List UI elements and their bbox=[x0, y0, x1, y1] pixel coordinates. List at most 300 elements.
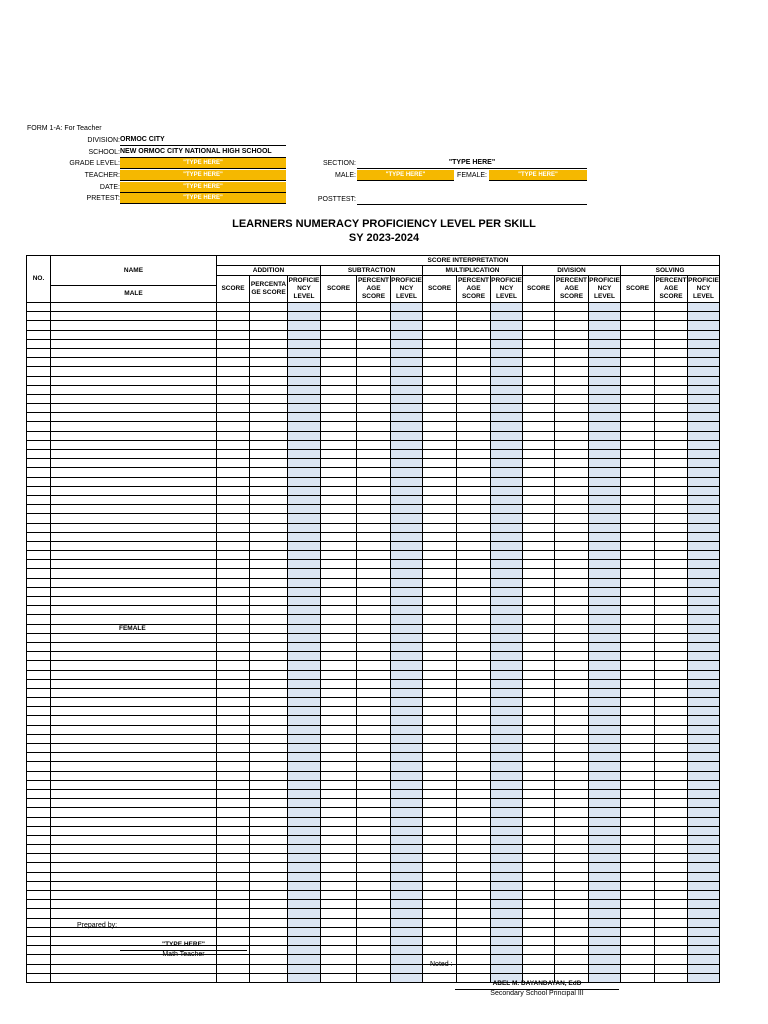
score-cell[interactable] bbox=[621, 808, 655, 817]
row-number-cell[interactable] bbox=[27, 312, 51, 321]
score-cell[interactable] bbox=[321, 578, 357, 587]
score-cell[interactable] bbox=[423, 734, 457, 743]
proficiency-cell[interactable] bbox=[688, 946, 720, 955]
score-cell[interactable] bbox=[357, 891, 391, 900]
proficiency-cell[interactable] bbox=[391, 358, 423, 367]
proficiency-cell[interactable] bbox=[491, 367, 523, 376]
learner-name-cell[interactable] bbox=[51, 358, 217, 367]
score-cell[interactable] bbox=[217, 367, 250, 376]
proficiency-cell[interactable] bbox=[688, 486, 720, 495]
row-number-cell[interactable] bbox=[27, 854, 51, 863]
score-cell[interactable] bbox=[621, 964, 655, 973]
score-cell[interactable] bbox=[321, 734, 357, 743]
row-number-cell[interactable] bbox=[27, 385, 51, 394]
score-cell[interactable] bbox=[621, 900, 655, 909]
score-cell[interactable] bbox=[457, 606, 491, 615]
row-number-cell[interactable] bbox=[27, 973, 51, 982]
score-cell[interactable] bbox=[321, 367, 357, 376]
score-cell[interactable] bbox=[555, 339, 589, 348]
score-cell[interactable] bbox=[321, 422, 357, 431]
proficiency-cell[interactable] bbox=[288, 440, 321, 449]
score-cell[interactable] bbox=[523, 597, 555, 606]
proficiency-cell[interactable] bbox=[491, 881, 523, 890]
row-number-cell[interactable] bbox=[27, 734, 51, 743]
score-cell[interactable] bbox=[250, 376, 288, 385]
score-cell[interactable] bbox=[621, 854, 655, 863]
score-cell[interactable] bbox=[217, 633, 250, 642]
score-cell[interactable] bbox=[621, 321, 655, 330]
proficiency-cell[interactable] bbox=[688, 459, 720, 468]
score-cell[interactable] bbox=[655, 909, 688, 918]
proficiency-cell[interactable] bbox=[688, 376, 720, 385]
score-cell[interactable] bbox=[555, 523, 589, 532]
row-number-cell[interactable] bbox=[27, 780, 51, 789]
proficiency-cell[interactable] bbox=[288, 863, 321, 872]
score-cell[interactable] bbox=[357, 394, 391, 403]
score-cell[interactable] bbox=[655, 835, 688, 844]
row-number-cell[interactable] bbox=[27, 652, 51, 661]
score-cell[interactable] bbox=[621, 744, 655, 753]
proficiency-cell[interactable] bbox=[288, 514, 321, 523]
score-cell[interactable] bbox=[357, 578, 391, 587]
score-cell[interactable] bbox=[523, 523, 555, 532]
score-cell[interactable] bbox=[555, 881, 589, 890]
score-cell[interactable] bbox=[423, 514, 457, 523]
score-cell[interactable] bbox=[555, 652, 589, 661]
score-cell[interactable] bbox=[357, 339, 391, 348]
score-cell[interactable] bbox=[423, 468, 457, 477]
proficiency-cell[interactable] bbox=[288, 716, 321, 725]
proficiency-cell[interactable] bbox=[288, 642, 321, 651]
score-cell[interactable] bbox=[321, 385, 357, 394]
score-cell[interactable] bbox=[250, 578, 288, 587]
score-cell[interactable] bbox=[423, 688, 457, 697]
score-cell[interactable] bbox=[621, 541, 655, 550]
score-cell[interactable] bbox=[523, 394, 555, 403]
learner-name-cell[interactable] bbox=[51, 688, 217, 697]
score-cell[interactable] bbox=[250, 771, 288, 780]
score-cell[interactable] bbox=[523, 606, 555, 615]
proficiency-cell[interactable] bbox=[491, 413, 523, 422]
row-number-cell[interactable] bbox=[27, 845, 51, 854]
score-cell[interactable] bbox=[321, 431, 357, 440]
score-cell[interactable] bbox=[621, 413, 655, 422]
score-cell[interactable] bbox=[457, 946, 491, 955]
proficiency-cell[interactable] bbox=[688, 661, 720, 670]
proficiency-cell[interactable] bbox=[589, 835, 621, 844]
score-cell[interactable] bbox=[250, 780, 288, 789]
proficiency-cell[interactable] bbox=[391, 973, 423, 982]
score-cell[interactable] bbox=[321, 606, 357, 615]
row-number-cell[interactable] bbox=[27, 440, 51, 449]
score-cell[interactable] bbox=[423, 835, 457, 844]
score-cell[interactable] bbox=[655, 624, 688, 633]
score-cell[interactable] bbox=[250, 477, 288, 486]
proficiency-cell[interactable] bbox=[491, 514, 523, 523]
learner-name-cell[interactable] bbox=[51, 771, 217, 780]
score-cell[interactable] bbox=[523, 477, 555, 486]
score-cell[interactable] bbox=[217, 661, 250, 670]
learner-name-cell[interactable] bbox=[51, 312, 217, 321]
proficiency-cell[interactable] bbox=[491, 707, 523, 716]
score-cell[interactable] bbox=[523, 348, 555, 357]
proficiency-cell[interactable] bbox=[491, 569, 523, 578]
score-cell[interactable] bbox=[321, 450, 357, 459]
learner-name-cell[interactable] bbox=[51, 716, 217, 725]
score-cell[interactable] bbox=[357, 541, 391, 550]
learner-name-cell[interactable] bbox=[51, 477, 217, 486]
score-cell[interactable] bbox=[217, 413, 250, 422]
proficiency-cell[interactable] bbox=[589, 486, 621, 495]
score-cell[interactable] bbox=[655, 799, 688, 808]
proficiency-cell[interactable] bbox=[688, 642, 720, 651]
proficiency-cell[interactable] bbox=[688, 688, 720, 697]
score-cell[interactable] bbox=[655, 780, 688, 789]
score-cell[interactable] bbox=[357, 358, 391, 367]
score-cell[interactable] bbox=[555, 808, 589, 817]
score-cell[interactable] bbox=[555, 541, 589, 550]
score-cell[interactable] bbox=[217, 817, 250, 826]
score-cell[interactable] bbox=[655, 376, 688, 385]
proficiency-cell[interactable] bbox=[288, 799, 321, 808]
score-cell[interactable] bbox=[555, 468, 589, 477]
proficiency-cell[interactable] bbox=[589, 688, 621, 697]
proficiency-cell[interactable] bbox=[589, 367, 621, 376]
score-cell[interactable] bbox=[357, 780, 391, 789]
score-cell[interactable] bbox=[457, 927, 491, 936]
score-cell[interactable] bbox=[523, 468, 555, 477]
score-cell[interactable] bbox=[621, 376, 655, 385]
learner-name-cell[interactable] bbox=[51, 541, 217, 550]
proficiency-cell[interactable] bbox=[589, 551, 621, 560]
row-number-cell[interactable] bbox=[27, 394, 51, 403]
score-cell[interactable] bbox=[250, 615, 288, 624]
proficiency-cell[interactable] bbox=[688, 468, 720, 477]
proficiency-cell[interactable] bbox=[688, 541, 720, 550]
proficiency-cell[interactable] bbox=[391, 891, 423, 900]
score-cell[interactable] bbox=[321, 459, 357, 468]
date-field[interactable]: "TYPE HERE" bbox=[120, 182, 286, 193]
score-cell[interactable] bbox=[423, 845, 457, 854]
proficiency-cell[interactable] bbox=[688, 652, 720, 661]
proficiency-cell[interactable] bbox=[589, 468, 621, 477]
proficiency-cell[interactable] bbox=[688, 918, 720, 927]
score-cell[interactable] bbox=[555, 569, 589, 578]
proficiency-cell[interactable] bbox=[688, 808, 720, 817]
proficiency-cell[interactable] bbox=[688, 615, 720, 624]
row-number-cell[interactable] bbox=[27, 918, 51, 927]
score-cell[interactable] bbox=[217, 854, 250, 863]
proficiency-cell[interactable] bbox=[391, 569, 423, 578]
score-cell[interactable] bbox=[217, 505, 250, 514]
score-cell[interactable] bbox=[321, 624, 357, 633]
score-cell[interactable] bbox=[357, 587, 391, 596]
score-cell[interactable] bbox=[621, 881, 655, 890]
score-cell[interactable] bbox=[423, 597, 457, 606]
proficiency-cell[interactable] bbox=[288, 927, 321, 936]
score-cell[interactable] bbox=[555, 358, 589, 367]
score-cell[interactable] bbox=[621, 560, 655, 569]
teacher-signature-name[interactable]: "TYPE HERE" bbox=[161, 941, 205, 948]
score-cell[interactable] bbox=[250, 789, 288, 798]
score-cell[interactable] bbox=[523, 909, 555, 918]
learner-name-cell[interactable] bbox=[51, 459, 217, 468]
score-cell[interactable] bbox=[555, 578, 589, 587]
score-cell[interactable] bbox=[423, 358, 457, 367]
score-cell[interactable] bbox=[655, 642, 688, 651]
score-cell[interactable] bbox=[321, 679, 357, 688]
row-number-cell[interactable] bbox=[27, 569, 51, 578]
score-cell[interactable] bbox=[457, 936, 491, 945]
score-cell[interactable] bbox=[321, 670, 357, 679]
proficiency-cell[interactable] bbox=[391, 909, 423, 918]
score-cell[interactable] bbox=[621, 431, 655, 440]
proficiency-cell[interactable] bbox=[688, 321, 720, 330]
score-cell[interactable] bbox=[555, 587, 589, 596]
learner-name-cell[interactable] bbox=[51, 486, 217, 495]
learner-name-cell[interactable] bbox=[51, 670, 217, 679]
score-cell[interactable] bbox=[250, 312, 288, 321]
proficiency-cell[interactable] bbox=[391, 495, 423, 504]
score-cell[interactable] bbox=[523, 615, 555, 624]
score-cell[interactable] bbox=[217, 312, 250, 321]
score-cell[interactable] bbox=[621, 845, 655, 854]
proficiency-cell[interactable] bbox=[491, 964, 523, 973]
score-cell[interactable] bbox=[621, 477, 655, 486]
score-cell[interactable] bbox=[621, 789, 655, 798]
score-cell[interactable] bbox=[357, 872, 391, 881]
score-cell[interactable] bbox=[555, 734, 589, 743]
proficiency-cell[interactable] bbox=[391, 606, 423, 615]
proficiency-cell[interactable] bbox=[688, 587, 720, 596]
score-cell[interactable] bbox=[357, 973, 391, 982]
learner-name-cell[interactable] bbox=[51, 826, 217, 835]
row-number-cell[interactable] bbox=[27, 560, 51, 569]
score-cell[interactable] bbox=[621, 587, 655, 596]
score-cell[interactable] bbox=[457, 633, 491, 642]
proficiency-cell[interactable] bbox=[589, 661, 621, 670]
proficiency-cell[interactable] bbox=[491, 376, 523, 385]
score-cell[interactable] bbox=[250, 955, 288, 964]
score-cell[interactable] bbox=[423, 495, 457, 504]
score-cell[interactable] bbox=[523, 321, 555, 330]
score-cell[interactable] bbox=[523, 661, 555, 670]
score-cell[interactable] bbox=[621, 440, 655, 449]
score-cell[interactable] bbox=[357, 348, 391, 357]
score-cell[interactable] bbox=[655, 606, 688, 615]
score-cell[interactable] bbox=[423, 348, 457, 357]
score-cell[interactable] bbox=[357, 661, 391, 670]
score-cell[interactable] bbox=[655, 330, 688, 339]
proficiency-cell[interactable] bbox=[589, 955, 621, 964]
score-cell[interactable] bbox=[250, 670, 288, 679]
proficiency-cell[interactable] bbox=[288, 826, 321, 835]
school-value[interactable]: NEW ORMOC CITY NATIONAL HIGH SCHOOL bbox=[120, 147, 286, 158]
proficiency-cell[interactable] bbox=[288, 909, 321, 918]
score-cell[interactable] bbox=[357, 652, 391, 661]
score-cell[interactable] bbox=[321, 541, 357, 550]
score-cell[interactable] bbox=[523, 716, 555, 725]
score-cell[interactable] bbox=[523, 578, 555, 587]
proficiency-cell[interactable] bbox=[288, 872, 321, 881]
score-cell[interactable] bbox=[321, 927, 357, 936]
score-cell[interactable] bbox=[250, 330, 288, 339]
score-cell[interactable] bbox=[250, 440, 288, 449]
score-cell[interactable] bbox=[217, 826, 250, 835]
proficiency-cell[interactable] bbox=[491, 734, 523, 743]
score-cell[interactable] bbox=[423, 404, 457, 413]
proficiency-cell[interactable] bbox=[391, 780, 423, 789]
score-cell[interactable] bbox=[357, 597, 391, 606]
proficiency-cell[interactable] bbox=[491, 725, 523, 734]
score-cell[interactable] bbox=[457, 413, 491, 422]
score-cell[interactable] bbox=[357, 431, 391, 440]
score-cell[interactable] bbox=[217, 845, 250, 854]
score-cell[interactable] bbox=[621, 955, 655, 964]
proficiency-cell[interactable] bbox=[688, 597, 720, 606]
score-cell[interactable] bbox=[321, 808, 357, 817]
score-cell[interactable] bbox=[621, 679, 655, 688]
row-number-cell[interactable] bbox=[27, 863, 51, 872]
score-cell[interactable] bbox=[523, 872, 555, 881]
score-cell[interactable] bbox=[357, 955, 391, 964]
score-cell[interactable] bbox=[217, 716, 250, 725]
learner-name-cell[interactable] bbox=[51, 532, 217, 541]
proficiency-cell[interactable] bbox=[589, 587, 621, 596]
score-cell[interactable] bbox=[457, 321, 491, 330]
score-cell[interactable] bbox=[250, 606, 288, 615]
score-cell[interactable] bbox=[555, 927, 589, 936]
score-cell[interactable] bbox=[555, 688, 589, 697]
score-cell[interactable] bbox=[250, 505, 288, 514]
proficiency-cell[interactable] bbox=[589, 771, 621, 780]
row-number-cell[interactable] bbox=[27, 339, 51, 348]
score-cell[interactable] bbox=[523, 780, 555, 789]
score-cell[interactable] bbox=[357, 817, 391, 826]
proficiency-cell[interactable] bbox=[391, 394, 423, 403]
proficiency-cell[interactable] bbox=[391, 486, 423, 495]
score-cell[interactable] bbox=[321, 707, 357, 716]
score-cell[interactable] bbox=[555, 560, 589, 569]
score-cell[interactable] bbox=[423, 303, 457, 312]
score-cell[interactable] bbox=[655, 652, 688, 661]
proficiency-cell[interactable] bbox=[491, 578, 523, 587]
score-cell[interactable] bbox=[621, 404, 655, 413]
score-cell[interactable] bbox=[357, 422, 391, 431]
score-cell[interactable] bbox=[523, 927, 555, 936]
score-cell[interactable] bbox=[621, 606, 655, 615]
score-cell[interactable] bbox=[457, 716, 491, 725]
proficiency-cell[interactable] bbox=[491, 808, 523, 817]
row-number-cell[interactable] bbox=[27, 459, 51, 468]
score-cell[interactable] bbox=[250, 587, 288, 596]
score-cell[interactable] bbox=[321, 835, 357, 844]
proficiency-cell[interactable] bbox=[391, 624, 423, 633]
score-cell[interactable] bbox=[217, 394, 250, 403]
score-cell[interactable] bbox=[423, 450, 457, 459]
proficiency-cell[interactable] bbox=[288, 578, 321, 587]
proficiency-cell[interactable] bbox=[391, 716, 423, 725]
score-cell[interactable] bbox=[250, 431, 288, 440]
learner-name-cell[interactable] bbox=[51, 780, 217, 789]
learner-name-cell[interactable] bbox=[51, 789, 217, 798]
proficiency-cell[interactable] bbox=[288, 707, 321, 716]
score-cell[interactable] bbox=[321, 946, 357, 955]
score-cell[interactable] bbox=[555, 597, 589, 606]
score-cell[interactable] bbox=[321, 799, 357, 808]
score-cell[interactable] bbox=[523, 679, 555, 688]
score-cell[interactable] bbox=[457, 808, 491, 817]
score-cell[interactable] bbox=[423, 413, 457, 422]
learner-name-cell[interactable] bbox=[51, 909, 217, 918]
proficiency-cell[interactable] bbox=[589, 964, 621, 973]
proficiency-cell[interactable] bbox=[688, 495, 720, 504]
score-cell[interactable] bbox=[250, 909, 288, 918]
score-cell[interactable] bbox=[321, 661, 357, 670]
score-cell[interactable] bbox=[217, 321, 250, 330]
score-cell[interactable] bbox=[655, 744, 688, 753]
score-cell[interactable] bbox=[423, 753, 457, 762]
score-cell[interactable] bbox=[250, 385, 288, 394]
proficiency-cell[interactable] bbox=[589, 578, 621, 587]
score-cell[interactable] bbox=[250, 845, 288, 854]
score-cell[interactable] bbox=[523, 495, 555, 504]
score-cell[interactable] bbox=[217, 348, 250, 357]
score-cell[interactable] bbox=[250, 863, 288, 872]
score-cell[interactable] bbox=[555, 633, 589, 642]
proficiency-cell[interactable] bbox=[688, 339, 720, 348]
score-cell[interactable] bbox=[423, 321, 457, 330]
score-cell[interactable] bbox=[217, 891, 250, 900]
proficiency-cell[interactable] bbox=[288, 450, 321, 459]
score-cell[interactable] bbox=[555, 789, 589, 798]
proficiency-cell[interactable] bbox=[288, 845, 321, 854]
score-cell[interactable] bbox=[357, 606, 391, 615]
proficiency-cell[interactable] bbox=[688, 606, 720, 615]
learner-name-cell[interactable] bbox=[51, 385, 217, 394]
proficiency-cell[interactable] bbox=[688, 505, 720, 514]
score-cell[interactable] bbox=[621, 661, 655, 670]
score-cell[interactable] bbox=[423, 946, 457, 955]
row-number-cell[interactable] bbox=[27, 946, 51, 955]
proficiency-cell[interactable] bbox=[589, 532, 621, 541]
proficiency-cell[interactable] bbox=[589, 698, 621, 707]
score-cell[interactable] bbox=[357, 744, 391, 753]
row-number-cell[interactable] bbox=[27, 514, 51, 523]
learner-name-cell[interactable] bbox=[51, 413, 217, 422]
score-cell[interactable] bbox=[621, 312, 655, 321]
score-cell[interactable] bbox=[423, 532, 457, 541]
proficiency-cell[interactable] bbox=[688, 431, 720, 440]
score-cell[interactable] bbox=[250, 450, 288, 459]
score-cell[interactable] bbox=[621, 826, 655, 835]
proficiency-cell[interactable] bbox=[688, 578, 720, 587]
learner-name-cell[interactable] bbox=[51, 551, 217, 560]
row-number-cell[interactable] bbox=[27, 753, 51, 762]
proficiency-cell[interactable] bbox=[688, 909, 720, 918]
proficiency-cell[interactable] bbox=[391, 440, 423, 449]
proficiency-cell[interactable] bbox=[491, 652, 523, 661]
score-cell[interactable] bbox=[321, 845, 357, 854]
score-cell[interactable] bbox=[555, 918, 589, 927]
score-cell[interactable] bbox=[457, 348, 491, 357]
proficiency-cell[interactable] bbox=[491, 716, 523, 725]
score-cell[interactable] bbox=[555, 642, 589, 651]
score-cell[interactable] bbox=[217, 615, 250, 624]
proficiency-cell[interactable] bbox=[688, 532, 720, 541]
proficiency-cell[interactable] bbox=[688, 881, 720, 890]
score-cell[interactable] bbox=[357, 495, 391, 504]
